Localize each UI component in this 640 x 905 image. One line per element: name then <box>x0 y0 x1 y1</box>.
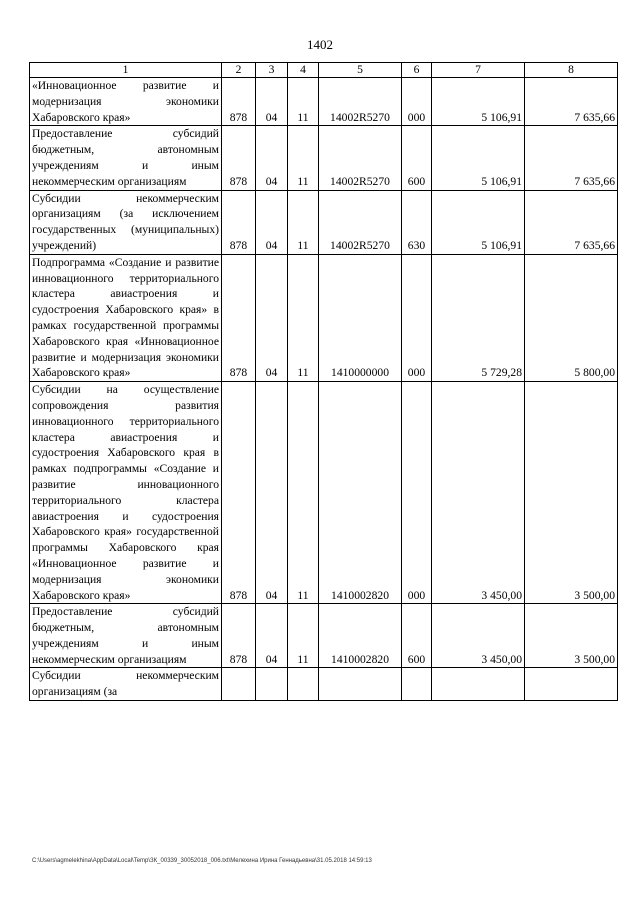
table-row <box>30 604 618 668</box>
row-name: Предоставление субсидий бюджетным, автономным учреждениям и иным некоммерческим организациям <box>30 126 222 190</box>
column-header: 3 <box>256 63 288 78</box>
cell-target-code: 14002R5270 <box>319 190 402 254</box>
column-header: 4 <box>288 63 319 78</box>
column-header: 5 <box>319 63 402 78</box>
cell-expense-type <box>402 668 432 701</box>
cell-target-code: 14002R5270 <box>319 78 402 126</box>
file-path-footer: C:\Users\agmelekhina\AppData\Local\Temp\ЗК_00339_30052018_006.txt\Мелехина Ирина Геннадьевна\31.05.2018 14:59:13 <box>32 858 372 864</box>
cell-amount-1: 5 729,28 <box>432 254 525 381</box>
cell-section: 04 <box>256 604 288 668</box>
table-row <box>30 382 618 604</box>
cell-expense-type: 000 <box>402 254 432 381</box>
cell-ministry: 878 <box>222 126 256 190</box>
table-header-row <box>30 63 618 78</box>
cell-amount-1: 5 106,91 <box>432 190 525 254</box>
row-name: Предоставление субсидий бюджетным, автономным учреждениям и иным некоммерческим организациям <box>30 604 222 668</box>
row-name: «Инновационное развитие и модернизация экономики Хабаровского края» <box>30 78 222 126</box>
cell-expense-type: 000 <box>402 382 432 604</box>
cell-section: 04 <box>256 382 288 604</box>
cell-amount-2: 3 500,00 <box>525 604 618 668</box>
column-header: 1 <box>30 63 222 78</box>
table-row <box>30 126 618 190</box>
cell-target-code: 1410000000 <box>319 254 402 381</box>
cell-amount-2: 5 800,00 <box>525 254 618 381</box>
cell-amount-1: 3 450,00 <box>432 382 525 604</box>
cell-subsection: 11 <box>288 126 319 190</box>
column-header: 8 <box>525 63 618 78</box>
table-row <box>30 668 618 701</box>
row-name: Субсидии на осуществление сопровождения развития инновационного территориального кластера авиастроения и судостроения Хабаровского края в рамках подпрограммы «Создание и развитие инновационного территориального кластера авиастроения и судостроения Хабаровского края» государственной программы Хабаровского края «Инновационное развитие и модернизация экономики Хабаровского края» <box>30 382 222 604</box>
cell-target-code <box>319 668 402 701</box>
cell-target-code: 1410002820 <box>319 382 402 604</box>
cell-amount-2: 7 635,66 <box>525 78 618 126</box>
cell-section: 04 <box>256 78 288 126</box>
cell-section: 04 <box>256 190 288 254</box>
budget-table <box>29 62 618 701</box>
cell-amount-1: 3 450,00 <box>432 604 525 668</box>
cell-expense-type: 600 <box>402 126 432 190</box>
cell-ministry <box>222 668 256 701</box>
cell-amount-2: 7 635,66 <box>525 126 618 190</box>
cell-ministry: 878 <box>222 78 256 126</box>
row-name: Субсидии некоммерческим организациям (за <box>30 668 222 701</box>
cell-section: 04 <box>256 254 288 381</box>
cell-section: 04 <box>256 126 288 190</box>
cell-ministry: 878 <box>222 254 256 381</box>
row-name: Субсидии некоммерческим организациям (за исключением государственных (муниципальных) учреждений) <box>30 190 222 254</box>
cell-ministry: 878 <box>222 190 256 254</box>
cell-amount-2: 3 500,00 <box>525 382 618 604</box>
column-header: 7 <box>432 63 525 78</box>
cell-subsection: 11 <box>288 190 319 254</box>
cell-expense-type: 000 <box>402 78 432 126</box>
column-header: 6 <box>402 63 432 78</box>
cell-amount-1 <box>432 668 525 701</box>
cell-expense-type: 600 <box>402 604 432 668</box>
cell-target-code: 14002R5270 <box>319 126 402 190</box>
cell-subsection: 11 <box>288 604 319 668</box>
cell-section <box>256 668 288 701</box>
cell-subsection: 11 <box>288 78 319 126</box>
column-header: 2 <box>222 63 256 78</box>
cell-ministry: 878 <box>222 382 256 604</box>
cell-subsection: 11 <box>288 254 319 381</box>
table-row <box>30 190 618 254</box>
cell-subsection: 11 <box>288 382 319 604</box>
page-number: 1402 <box>307 37 333 52</box>
cell-target-code: 1410002820 <box>319 604 402 668</box>
cell-amount-2: 7 635,66 <box>525 190 618 254</box>
cell-ministry: 878 <box>222 604 256 668</box>
table-row <box>30 78 618 126</box>
cell-amount-1: 5 106,91 <box>432 126 525 190</box>
cell-amount-1: 5 106,91 <box>432 78 525 126</box>
cell-expense-type: 630 <box>402 190 432 254</box>
cell-amount-2 <box>525 668 618 701</box>
row-name: Подпрограмма «Создание и развитие инновационного территориального кластера авиастроения и судостроения Хабаровского края» в рамках государственной программы Хабаровского края «Инновационное развитие и модернизация экономики Хабаровского края» <box>30 254 222 381</box>
cell-subsection <box>288 668 319 701</box>
table-row <box>30 254 618 381</box>
